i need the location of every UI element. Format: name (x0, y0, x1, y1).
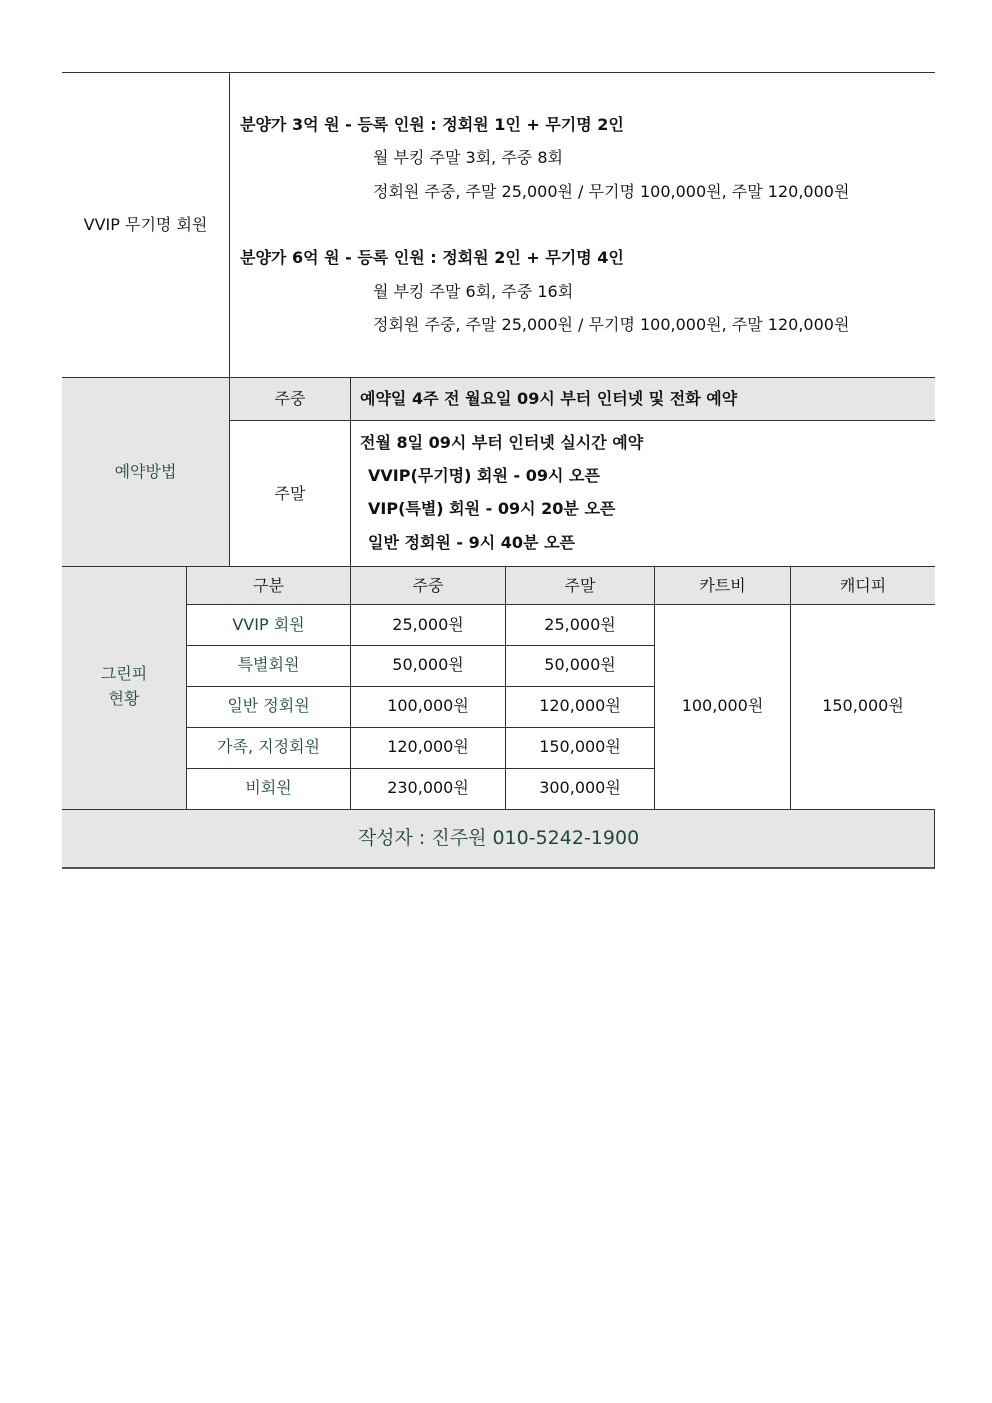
vvip-plan1-fees: 정회원 주중, 주말 25,000원 / 무기명 100,000원, 주말 120,000원 (373, 182, 850, 201)
fee-weekday: 100,000원 (387, 696, 469, 715)
reservation-label: 예약방법 (114, 462, 177, 481)
fee-weekend: 300,000원 (539, 778, 621, 797)
column-header: 카트비 (699, 576, 746, 595)
fee-category: 일반 정회원 (227, 696, 310, 715)
fee-weekday: 230,000원 (387, 778, 469, 797)
fee-weekend: 25,000원 (544, 615, 616, 634)
vvip-label: VVIP 무기명 회원 (83, 215, 208, 234)
fee-category: 비회원 (245, 778, 292, 797)
vvip-plan2-booking: 월 부킹 주말 6회, 주중 16회 (373, 282, 574, 301)
column-header: 구분 (253, 576, 284, 595)
reservation-weekend-label: 주말 (274, 484, 306, 503)
greenfee-label-bg (62, 567, 187, 809)
footer-author: 작성자 : 진주원 010-5242-1900 (357, 827, 640, 849)
greenfee-label: 그린피 (100, 664, 148, 683)
vvip-plan1-title: 분양가 3억 원 - 등록 인원 : 정회원 1인 + 무기명 2인 (240, 115, 624, 134)
reservation-weekday-text: 예약일 4주 전 월요일 09시 부터 인터넷 및 전화 예약 (360, 389, 738, 408)
fee-weekend: 50,000원 (544, 655, 616, 674)
greenfee-label: 현황 (108, 689, 140, 708)
caddie-fee: 150,000원 (822, 696, 904, 715)
column-header: 주말 (564, 576, 596, 595)
vvip-plan2-title: 분양가 6억 원 - 등록 인원 : 정회원 2인 + 무기명 4인 (240, 248, 624, 267)
reservation-weekend-line: VVIP(무기명) 회원 - 09시 오픈 (368, 466, 600, 485)
cart-fee: 100,000원 (681, 696, 764, 715)
reservation-weekend-line: 전월 8일 09시 부터 인터넷 실시간 예약 (360, 433, 644, 452)
fee-category: VVIP 회원 (232, 615, 305, 634)
vvip-plan2-fees: 정회원 주중, 주말 25,000원 / 무기명 100,000원, 주말 120,000원 (373, 315, 850, 334)
reservation-weekend-line: 일반 정회원 - 9시 40분 오픈 (368, 533, 575, 552)
fee-weekday: 50,000원 (392, 655, 464, 674)
column-header: 캐디피 (839, 576, 887, 595)
fee-weekday: 120,000원 (387, 737, 469, 756)
fee-category: 특별회원 (237, 655, 300, 674)
vvip-plan1-booking: 월 부킹 주말 3회, 주중 8회 (373, 148, 563, 167)
fee-weekday: 25,000원 (392, 615, 464, 634)
fee-weekend: 150,000원 (539, 737, 621, 756)
reservation-weekday-label: 주중 (274, 389, 306, 408)
column-header: 주중 (412, 576, 444, 595)
fee-weekend: 120,000원 (539, 696, 621, 715)
fee-category: 가족, 지정회원 (217, 737, 320, 756)
reservation-weekend-line: VIP(특별) 회원 - 09시 20분 오픈 (368, 499, 616, 518)
